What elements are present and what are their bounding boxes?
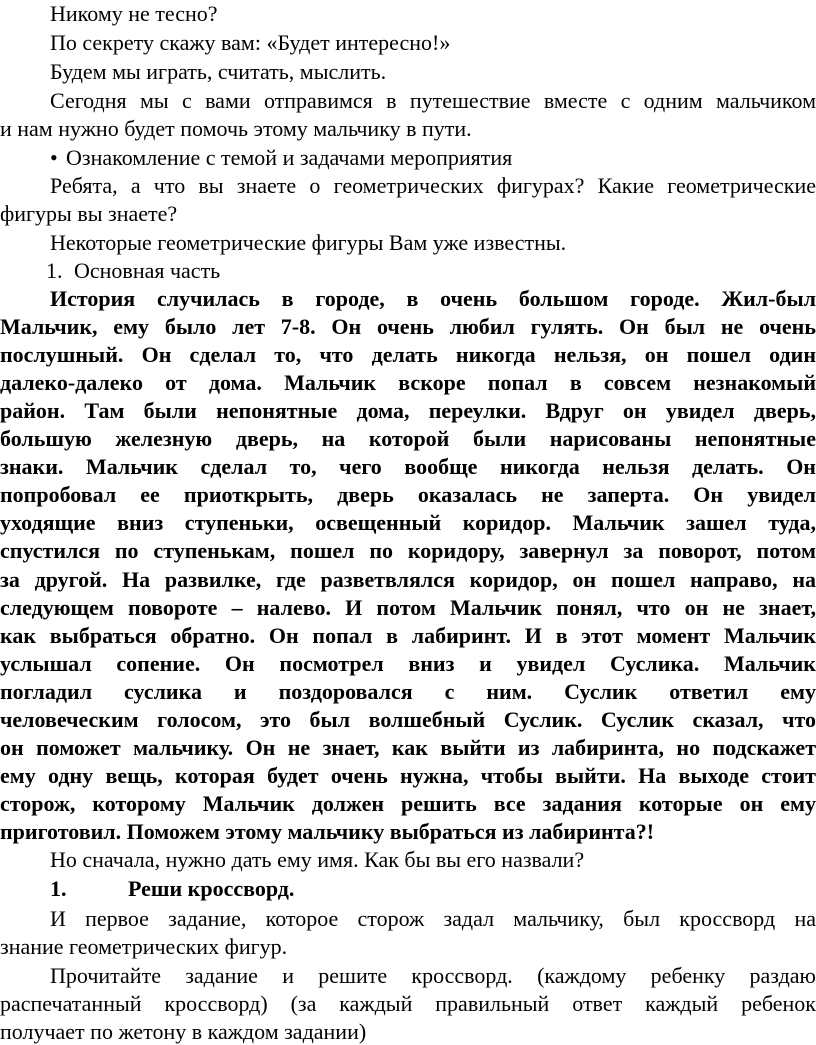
story-line: большую железную дверь, на которой были нарисованы непонятные: [0, 426, 816, 452]
bullet-item: [50, 144, 816, 171]
task-heading: [50, 875, 816, 902]
task-line-3: Прочитайте задание и решите кроссворд. (каждому ребенку раздаю: [50, 963, 816, 988]
intro-line-7: Ребята, а что вы знаете о геометрических фигурах? Какие геометрические: [50, 173, 816, 198]
intro-line-2: По секрету скажу вам: «Будет интересно!»: [50, 30, 451, 55]
section-title: Основная часть: [74, 258, 221, 283]
story-line: Мальчик, ему было лет 7-8. Он очень любил гулять. Он был не очень: [0, 314, 816, 340]
section-heading: [46, 257, 816, 284]
story-line: знаки. Мальчик сделал то, чего вообще никогда нельзя делать. Он: [0, 454, 816, 480]
story-line: спустился по ступенькам, пошел по коридору, завернул за поворот, потом: [0, 538, 816, 564]
story-line: район. Там были непонятные дома, переулки. Вдруг он увидел дверь,: [0, 398, 816, 424]
story-line: погладил суслика и поздоровался с ним. Суслик ответил ему: [0, 678, 816, 704]
intro-line-4: Сегодня мы с вами отправимся в путешествие вместе с одним мальчиком: [50, 88, 816, 113]
name-question: Но сначала, нужно дать ему имя. Как бы вы его назвали?: [50, 847, 585, 872]
story-line: попробовал ее приоткрыть, дверь оказалась не заперта. Он увидел: [0, 482, 816, 508]
story-line: послушный. Он сделал то, что делать никогда нельзя, он пошел один: [0, 342, 816, 368]
section-number: 1.: [46, 258, 63, 283]
bullet-text: Ознакомление с темой и задачами мероприятия: [66, 145, 513, 170]
story-line: он поможет мальчику. Он не знает, как выйти из лабиринта, но подскажет: [0, 734, 816, 760]
intro-line-5: и нам нужно будет помочь этому мальчику в пути.: [0, 116, 472, 141]
story-line: ему одну вещь, которая будет очень нужна, чтобы выйти. На выходе стоит: [0, 762, 816, 788]
intro-line-3: Будем мы играть, считать, мыслить.: [50, 59, 387, 84]
task-number: 1.: [50, 876, 67, 901]
task-line-5: получает по жетону в каждом задании): [0, 1019, 367, 1044]
intro-line-8: фигуры вы знаете?: [0, 201, 178, 226]
task-line-4: распечатанный кроссворд) (за каждый правильный ответ каждый ребенок: [0, 991, 816, 1016]
bullet-icon: •: [50, 145, 58, 170]
story-line: уходящие вниз ступеньки, освещенный коридор. Мальчик зашел туда,: [0, 510, 816, 536]
task-title: Реши кроссворд.: [128, 876, 295, 901]
story-line: далеко-далеко от дома. Мальчик вскоре попал в совсем незнакомый: [0, 370, 816, 396]
intro-line-1: Никому не тесно?: [50, 1, 218, 26]
story-line: приготовил. Поможем этому мальчику выбраться из лабиринта?!: [0, 818, 655, 844]
story-line: сторож, которому Мальчик должен решить все задания которые он ему: [0, 790, 816, 816]
intro-line-9: Некоторые геометрические фигуры Вам уже известны.: [50, 230, 567, 255]
story-line: История случилась в городе, в очень большом городе. Жил-был: [50, 286, 816, 311]
task-line-2: знание геометрических фигур.: [0, 934, 288, 959]
story-line: за другой. На развилке, где разветвлялся коридор, он пошел направо, на: [0, 566, 816, 592]
task-line-1: И первое задание, которое сторож задал мальчику, был кроссворд на: [50, 906, 816, 931]
story-line: следующем повороте – налево. И потом Мальчик понял, что он не знает,: [0, 594, 816, 620]
story-line: человеческим голосом, это был волшебный Суслик. Суслик сказал, что: [0, 706, 816, 732]
story-line: как выбраться обратно. Он попал в лабиринт. И в этот момент Мальчик: [0, 622, 816, 648]
story-line: услышал сопение. Он посмотрел вниз и увидел Суслика. Мальчик: [0, 650, 816, 676]
